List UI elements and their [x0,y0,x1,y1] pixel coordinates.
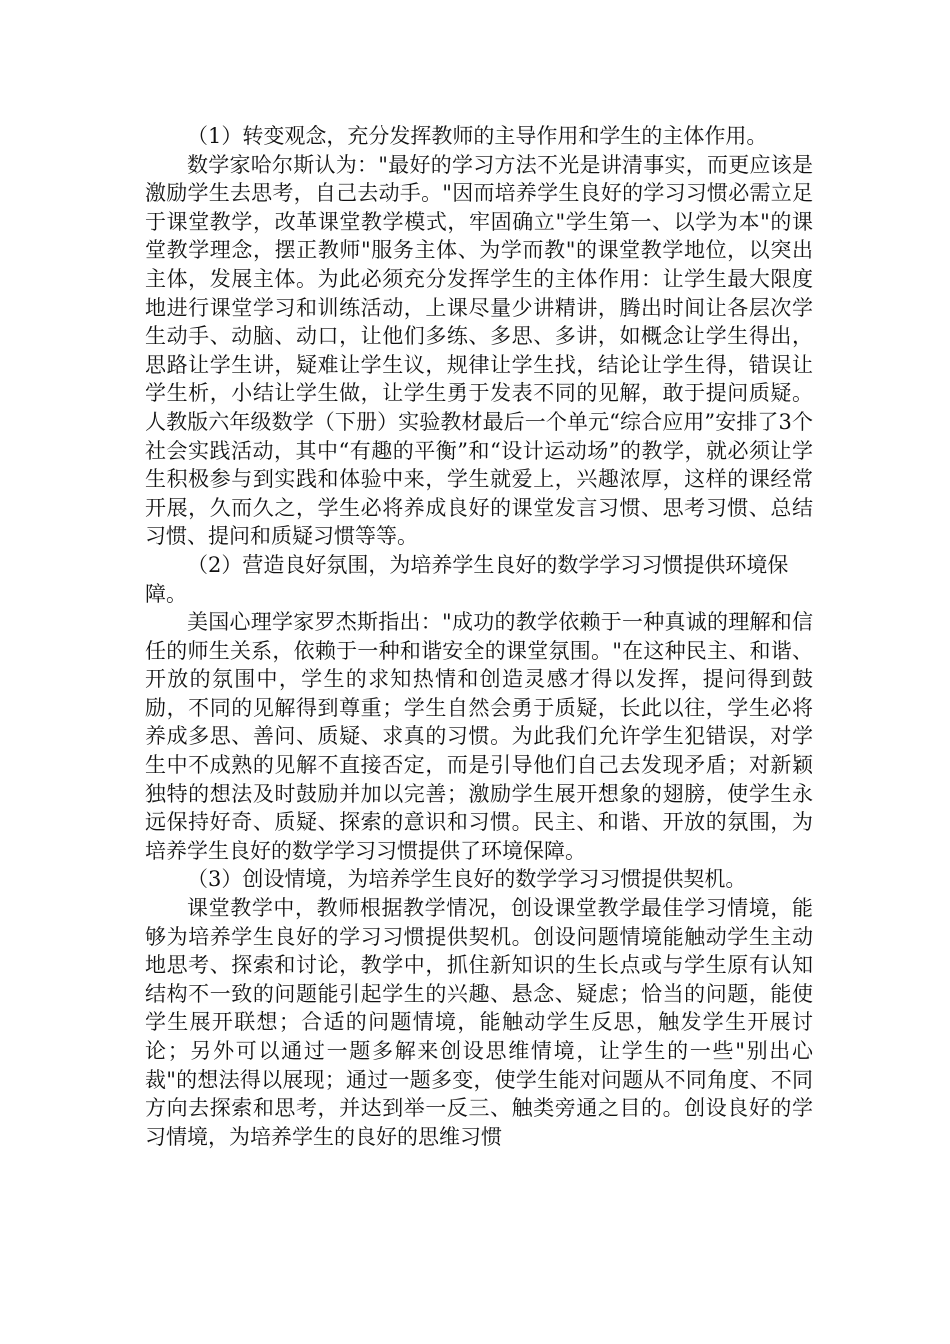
paragraph-2: 美国心理学家罗杰斯指出："成功的教学依赖于一种真诚的理解和信任的师生关系，依赖于一种和谐安全的课堂氛围。"在这种民主、和谐、开放的氛围中，学生的求知热情和创造灵感才得以发挥，提问得到鼓励，不同的见解得到尊重；学生自然会勇于质疑，长此以往，学生必将养成多思、善问、质疑、求真的习惯。为此我们允许学生犯错误，对学生中不成熟的见解不直接否定，而是引导他们自己去发现矛盾；对新颖独特的想法及时鼓励并加以完善；激励学生展开想象的翅膀，使学生永远保持好奇、质疑、探索的意识和习惯。民主、和谐、开放的氛围，为培养学生良好的数学学习习惯提供了环境保障。 [145,610,813,863]
section-heading-2: （2）营造良好氛围，为培养学生良好的数学学习习惯提供环境保障。 [145,552,789,606]
paragraph-3: 课堂教学中，教师根据教学情况，创设课堂教学最佳学习情境，能够为培养学生良好的学习习惯提供契机。创设问题情境能触动学生主动地思考、探索和讨论，教学中，抓住新知识的生长点或与学生原有认知结构不一致的问题能引起学生的兴趣、悬念、疑虑；恰当的问题，能使学生展开联想；合适的问题情境，能触动学生反思，触发学生开展讨论；另外可以通过一题多解来创设思维情境，让学生的一些"别出心裁"的想法得以展现；通过一题多变，使学生能对问题从不同角度、不同方向去探索和思考，并达到举一反三、触类旁通之目的。创设良好的学习情境，为培养学生的良好的思维习惯 [145,896,813,1149]
section-heading-3: （3）创设情境，为培养学生良好的数学学习习惯提供契机。 [187,867,747,892]
document-body [145,122,813,1151]
section-heading-1: （1）转变观念，充分发挥教师的主导作用和学生的主体作用。 [187,124,768,148]
paragraph-1: 数学家哈尔斯认为："最好的学习方法不光是讲清事实，而更应该是激励学生去思考，自己去动手。"因而培养学生良好的学习习惯必需立足于课堂教学，改革课堂教学模式，牢固确立"学生第一、以学为本"的课堂教学理念，摆正教师"服务主体、为学而教"的课堂教学地位，以突出主体，发展主体。为此必须充分发挥学生的主体作用：让学生最大限度地进行课堂学习和训练活动，上课尽量少讲精讲，腾出时间让各层次学生动手、动脑、动口，让他们多练、多思、多讲，如概念让学生得出，思路让学生讲，疑难让学生议，规律让学生找，结论让学生得，错误让学生析，小结让学生做，让学生勇于发表不同的见解，敢于提问质疑。人教版六年级数学（下册）实验教材最后一个单元“综合应用”安排了3个社会实践活动，其中“有趣的平衡”和“设计运动场”的教学，就必须让学生积极参与到实践和体验中来，学生就爱上，兴趣浓厚，这样的课经常开展，久而久之，学生必将养成良好的课堂发言习惯、思考习惯、总结习惯、提问和质疑习惯等等。 [145,152,813,549]
